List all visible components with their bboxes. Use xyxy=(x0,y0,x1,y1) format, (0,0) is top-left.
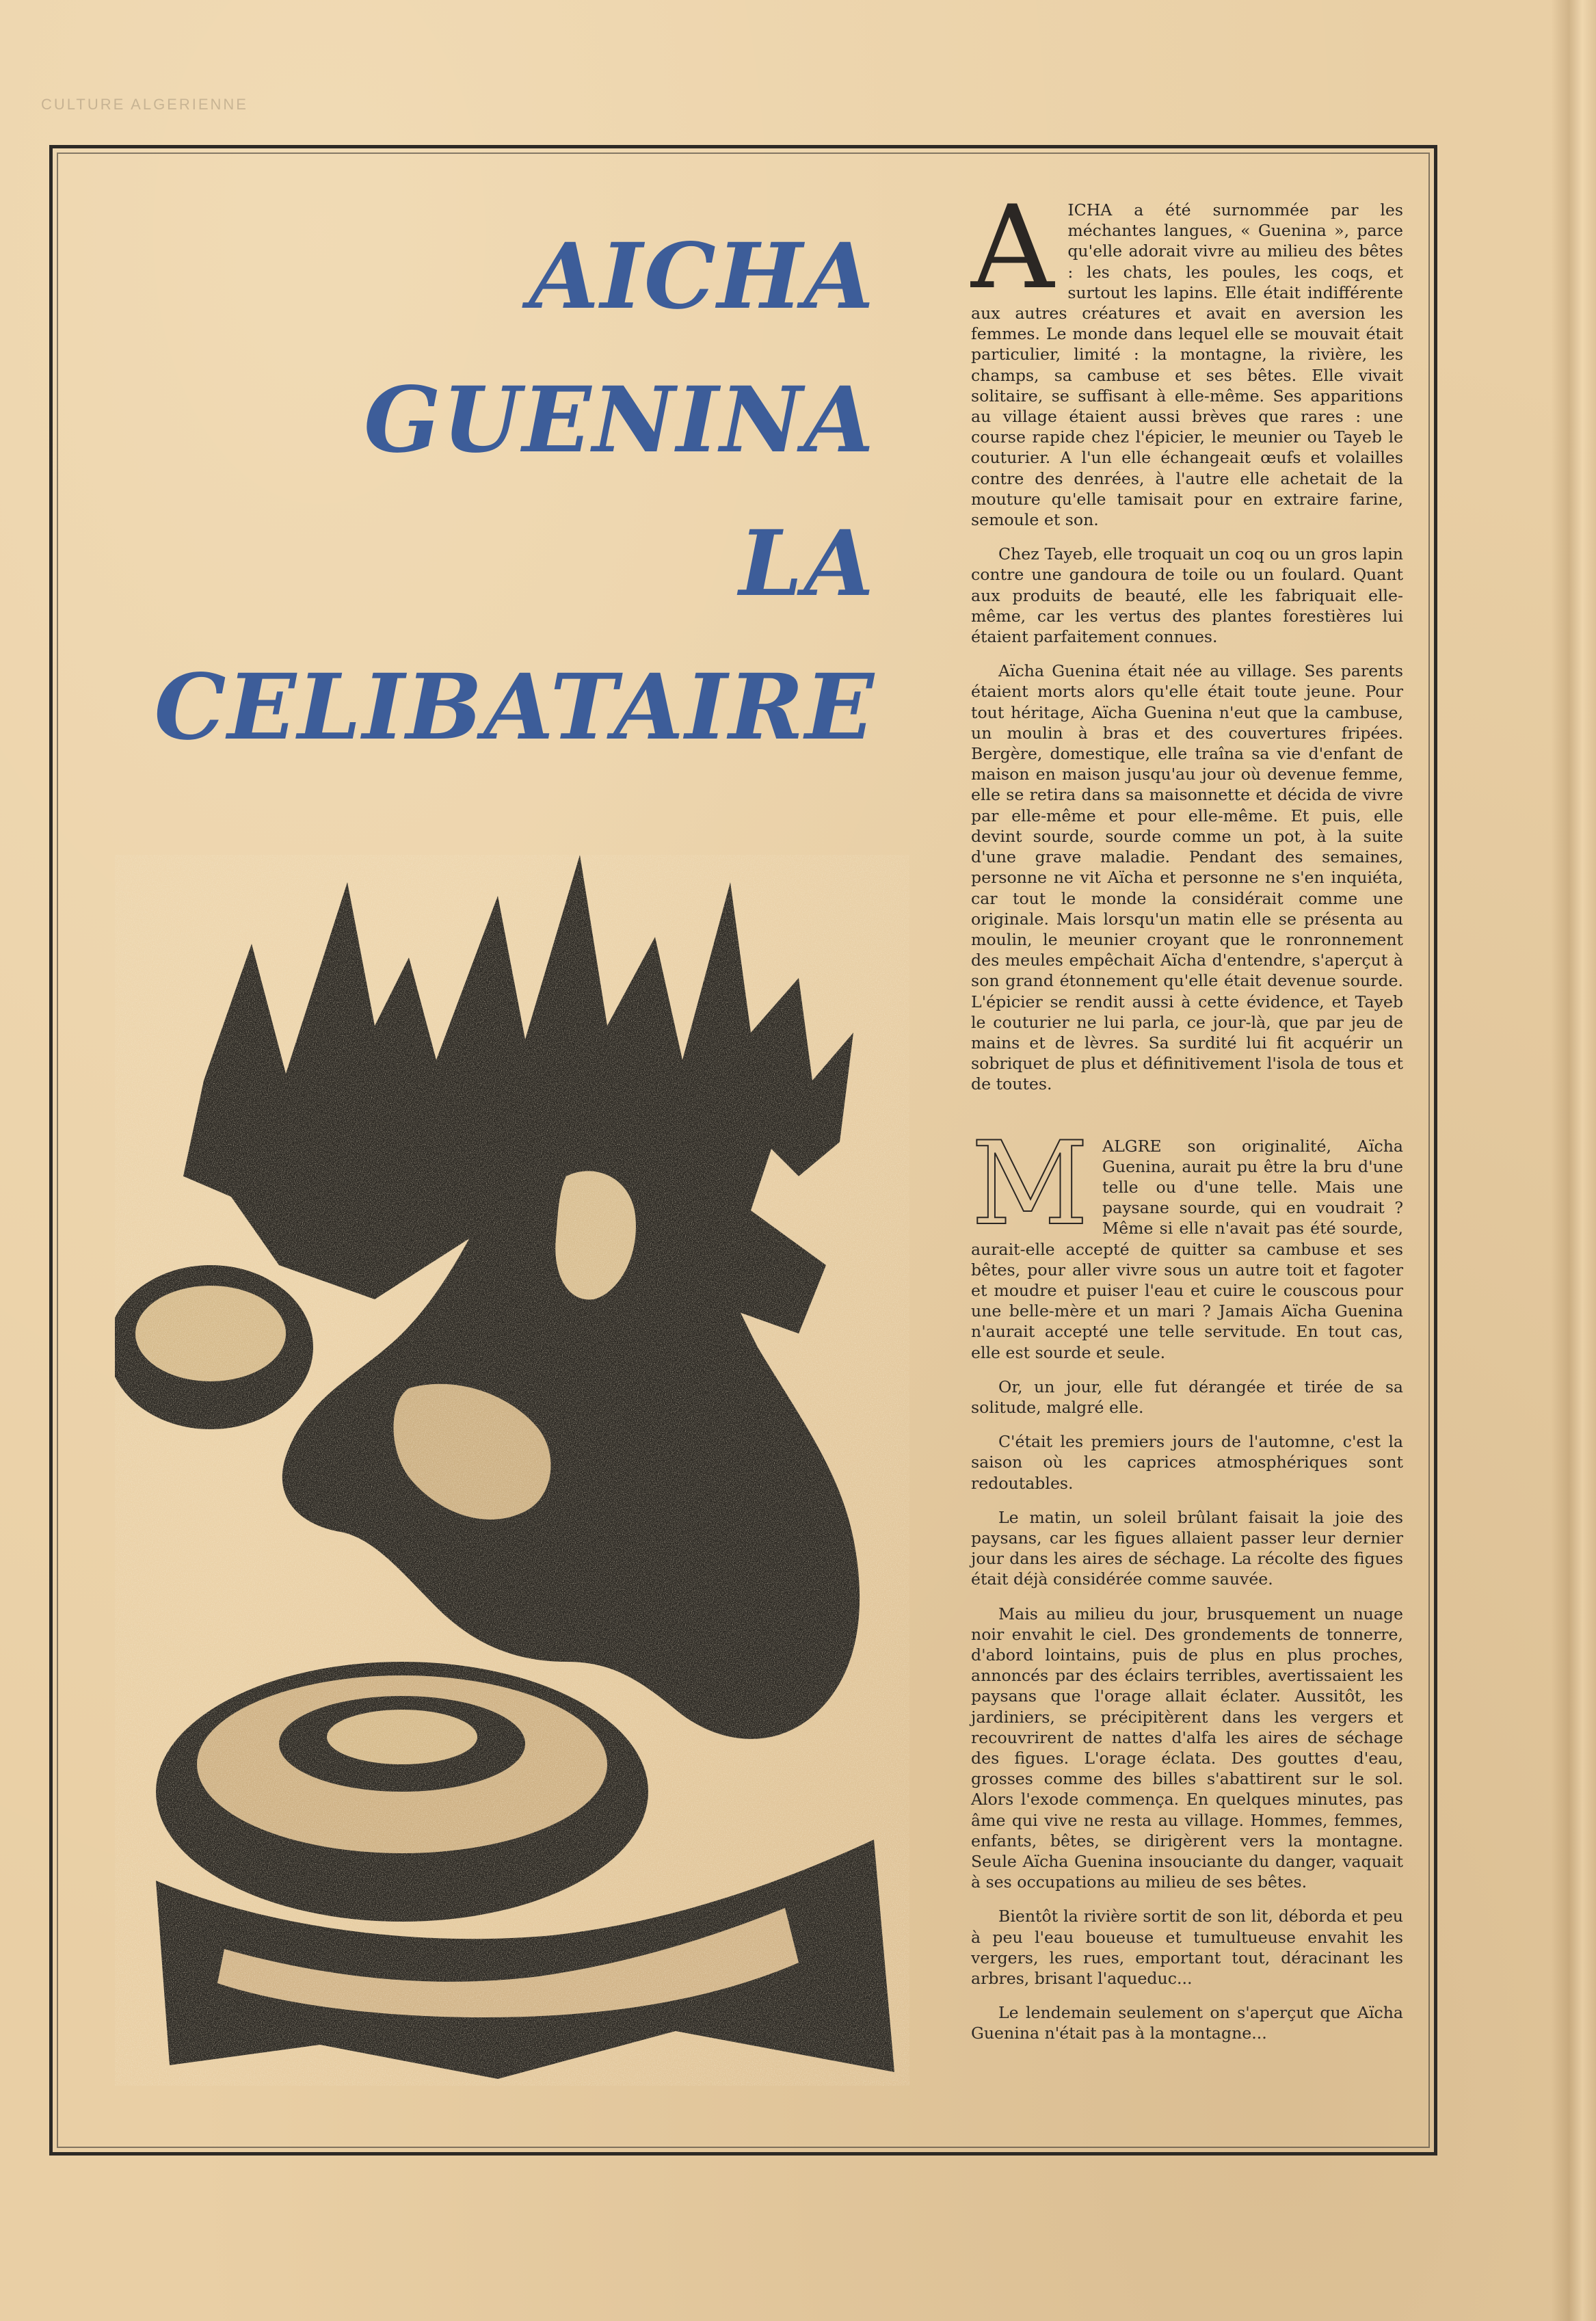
paragraph-4-text: ALGRE son originalité, Aïcha Guenina, aurait pu être la bru d'une telle ou d'une telle. Mais une paysane sourde, qui en voudrait ? Même si elle n'avait pas été sourde, aurait-elle accepté de quitter sa cambuse et ses bêtes, pour aller vivre sous un autre toit et fagoter et moudre et puiser l'eau et cuire le couscous pour une belle-mère et un mari ? Jamais Aïcha Guenina n'aurait accepté une telle servitude. En tout cas, elle est sourde et seule. xyxy=(971,1136,1403,1362)
headline-line-2: GUENINA xyxy=(364,367,875,473)
paragraph-1-text: ICHA a été surnommée par les méchantes langues, « Guenina », parce qu'elle adorait vivre au milieu des bêtes : les chats, les poules, les coqs, et surtout les lapins. Elle était indifférente aux autres créatures et avait en aversion les femmes. Le monde dans lequel elle se mouvait était particulier, limité : la montagne, la rivière, les champs, sa cambuse et ses bêtes. Elle vivait solitaire, se suffisant à elle-même. Ses apparitions au village étaient aussi brèves que rares : une course rapide chez l'épicier, le meunier ou Tayeb le couturier. A l'un elle échangeait œufs et volailles contre des denrées, à l'autre elle achetait de la mouture qu'elle tamisait pour en extraire farine, semoule et son. xyxy=(971,200,1403,530)
paragraph-1 xyxy=(971,181,1403,530)
paragraph-10: Le lendemain seulement on s'aperçut que Aïcha Guenina n'était pas à la montagne... xyxy=(971,2003,1403,2043)
running-header: CULTURE ALGERIENNE xyxy=(41,96,248,113)
dropcap-a: A xyxy=(971,181,1054,315)
paragraph-5: Or, un jour, elle fut dérangée et tirée de sa solitude, malgré elle. xyxy=(971,1377,1403,1417)
headline-line-4: CELIBATAIRE xyxy=(154,654,875,760)
grain-overlay xyxy=(115,855,909,2086)
paragraph-2: Chez Tayeb, elle troquait un coq ou un gros lapin contre une gandoura de toile ou un foulard. Quant aux produits de beauté, elle les fabriquait elle-même, car les vertus des plantes forestières lui étaient parfaitement connues. xyxy=(971,544,1403,647)
paragraph-6: C'était les premiers jours de l'automne, c'est la saison où les caprices atmosphériques sont redoutables. xyxy=(971,1432,1403,1493)
article-body xyxy=(971,181,1403,2058)
paragraph-9: Bientôt la rivière sortit de son lit, déborda et peu à peu l'eau boueuse et tumultueuse envahit les vergers, les rues, emportant tout, déracinant les arbres, brisant l'aqueduc... xyxy=(971,1907,1403,1989)
paragraph-7: Le matin, un soleil brûlant faisait la joie des paysans, car les figues allaient passer leur dernier jour dans les aires de séchage. La récolte des figues était déjà considérée comme sauvée. xyxy=(971,1507,1403,1589)
paragraph-4 xyxy=(971,1116,1403,1363)
dropcap-m: M xyxy=(971,1116,1089,1251)
headline-line-3: LA xyxy=(739,511,875,617)
headline-line-1: AICHA xyxy=(529,224,875,330)
headline xyxy=(103,205,875,780)
paragraph-3: Aïcha Guenina était née au village. Ses parents étaient morts alors qu'elle était toute jeune. Pour tout héritage, Aïcha Guenina n'eut que la cambuse, un moulin à bras et des couvertures fripées. Bergère, domestique, elle traîna sa vie d'enfant de maison en maison jusqu'au jour où devenue femme, elle se retira dans sa maisonnette et décida de vivre par elle-même et pour elle-même. Et puis, elle devint sourde, sourde comme un pot, à la suite d'une grave maladie. Pendant des semaines, personne ne vit Aïcha et personne ne s'en inquiéta, car tout le monde la considérait comme une originale. Mais lorsqu'un matin elle se présenta au moulin, le meunier croyant que le ronronnement des meules empêchait Aïcha d'entendre, s'aperçut à son grand étonnement qu'elle était devenue sourde. L'épicier se rendit aussi à cette évidence, et Tayeb le couturier ne lui parla, ce jour-là, que par jeu de mains et de lèvres. Sa surdité lui fit acquérir un sobriquet de plus et définitivement l'isola de tous et de toutes. xyxy=(971,661,1403,1094)
paper-fold xyxy=(1551,0,1596,2321)
woodcut-illustration-icon xyxy=(115,855,909,2086)
illustration-svg xyxy=(115,855,909,2086)
paragraph-8: Mais au milieu du jour, brusquement un nuage noir envahit le ciel. Des grondements de tonnerre, d'abord lointains, puis de plus en plus proches, annoncés par des éclairs terribles, avertissaient les paysans que l'orage allait éclater. Aussitôt, les jardiniers, se précipitèrent dans les vergers et recouvrirent de nattes d'alfa les aires de séchage des figues. L'orage éclata. Des gouttes d'eau, grosses comme des billes s'abattirent sur le sol. Alors l'exode commença. En quelques minutes, pas âme qui vive ne resta au village. Hommes, femmes, enfants, bêtes, se dirigèrent vers la montagne. Seule Aïcha Guenina insouciante du danger, vaquait à ses occupations au milieu de ses bêtes. xyxy=(971,1604,1403,1892)
